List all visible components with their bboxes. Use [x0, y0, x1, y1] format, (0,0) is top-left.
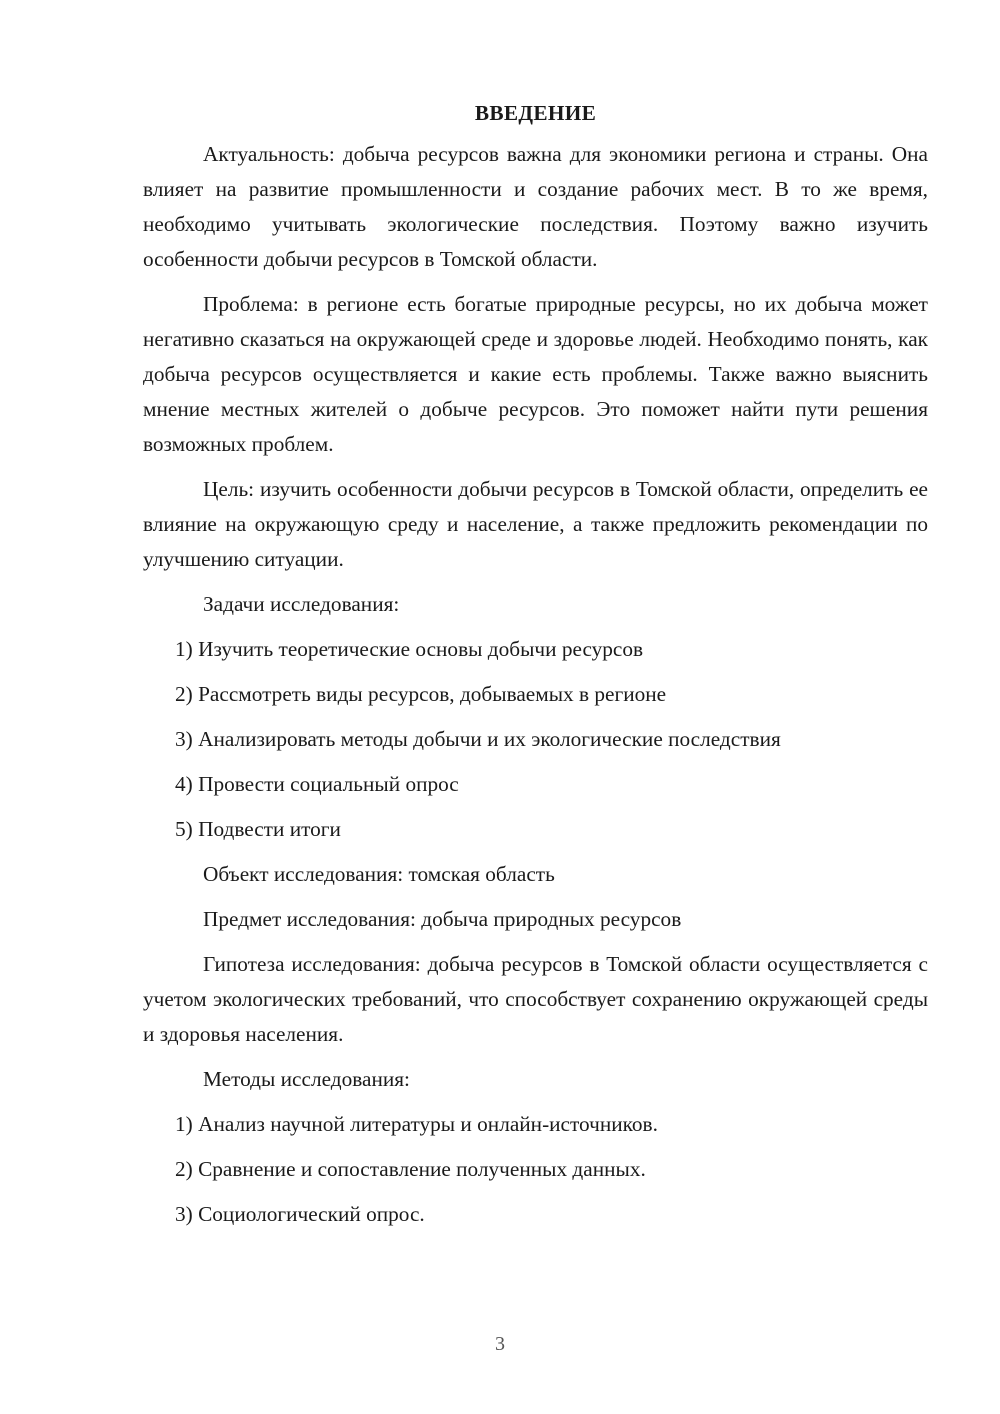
document-page: [143, 96, 928, 1242]
hypothesis-paragraph: Гипотеза исследования: добыча ресурсов в Томской области осуществляется с учетом экологических требований, что способствует сохранению окружающей среды и здоровья населения.: [143, 952, 928, 1046]
list-item: 4) Провести социальный опрос: [175, 772, 459, 796]
goal-paragraph: Цель: изучить особенности добычи ресурсов в Томской области, определить ее влияние на окружающую среду и население, а также предложить рекомендации по улучшению ситуации.: [143, 477, 928, 571]
list-item: 2) Сравнение и сопоставление полученных данных.: [175, 1157, 646, 1181]
problem-paragraph: Проблема: в регионе есть богатые природные ресурсы, но их добыча может негативно сказаться на окружающей среде и здоровье людей. Необходимо понять, как добыча ресурсов осуществляется и какие есть проблемы. Также важно выяснить мнение местных жителей о добыче ресурсов. Это поможет найти пути решения возможных проблем.: [143, 292, 928, 456]
list-item: 1) Анализ научной литературы и онлайн-источников.: [175, 1112, 658, 1136]
relevance-paragraph: Актуальность: добыча ресурсов важна для экономики региона и страны. Она влияет на развитие промышленности и создание рабочих мест. В то же время, необходимо учитывать экологические последствия. Поэтому важно изучить особенности добычи ресурсов в Томской области.: [143, 142, 928, 271]
list-item: 1) Изучить теоретические основы добычи ресурсов: [175, 637, 644, 661]
page-number: 3: [495, 1333, 505, 1355]
list-item: 3) Анализировать методы добычи и их экологические последствия: [175, 727, 781, 751]
list-item: 5) Подвести итоги: [175, 817, 341, 841]
list-item: 3) Социологический опрос.: [175, 1202, 425, 1226]
methods-list: [143, 1107, 928, 1232]
list-item: 2) Рассмотреть виды ресурсов, добываемых в регионе: [175, 682, 667, 706]
subject-line: Предмет исследования: добыча природных ресурсов: [203, 907, 682, 931]
object-line: Объект исследования: томская область: [203, 862, 555, 886]
section-heading: ВВЕДЕНИЕ: [474, 101, 597, 125]
methods-label: Методы исследования:: [203, 1067, 410, 1091]
tasks-list: [143, 632, 928, 847]
tasks-label: Задачи исследования:: [203, 592, 400, 616]
